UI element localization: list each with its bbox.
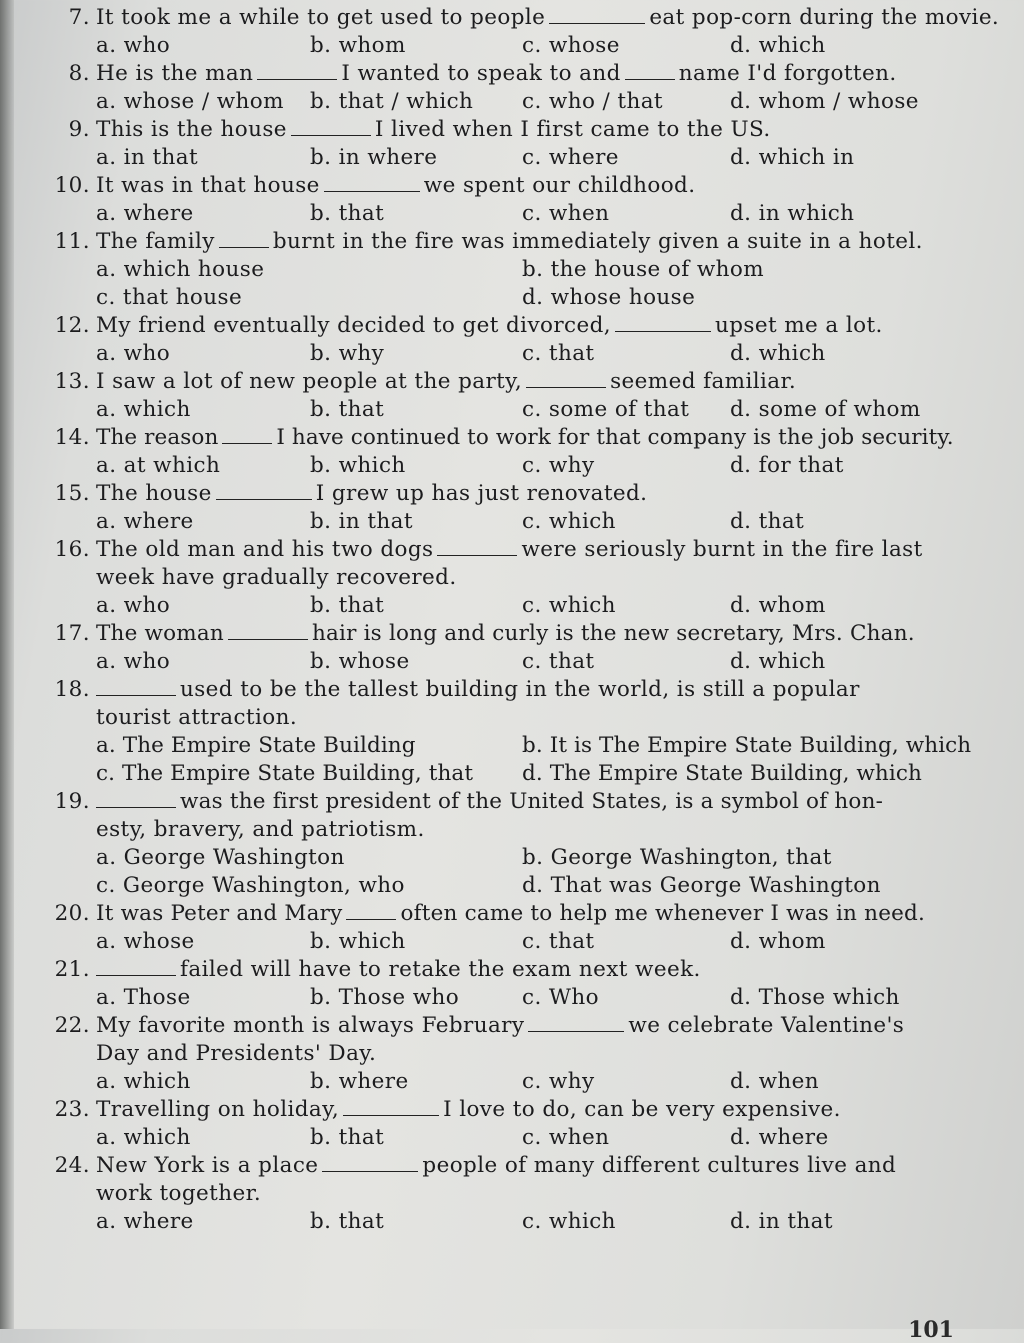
option-c[interactable]: c. that house <box>96 285 243 310</box>
option-c[interactable]: c. that <box>522 341 595 366</box>
option-b[interactable]: b. that <box>310 593 385 618</box>
option-b[interactable]: b. Those who <box>310 985 460 1010</box>
page-edge-shadow <box>0 0 14 1329</box>
question-text: I grew up has just renovated. <box>315 481 648 506</box>
option-b[interactable]: b. which <box>310 929 406 954</box>
question-text: I love to do, can be very expensive. <box>443 1097 841 1122</box>
answer-blank[interactable] <box>222 427 272 444</box>
option-c[interactable]: c. that <box>522 649 595 674</box>
question-15 <box>46 480 966 536</box>
option-b[interactable]: b. that <box>310 1125 385 1150</box>
question-text: I wanted to speak to and <box>341 61 621 86</box>
question-number: 11. <box>54 229 90 254</box>
option-c[interactable]: c. The Empire State Building, that <box>96 761 474 786</box>
question-text-continued: Day and Presidents' Day. <box>96 1041 377 1066</box>
question-14 <box>46 424 966 480</box>
option-d[interactable]: d. for that <box>730 453 844 478</box>
option-c[interactable]: c. that <box>522 929 595 954</box>
question-text: I have continued to work for that company is the job security. <box>276 425 954 450</box>
question-number: 8. <box>68 61 90 86</box>
option-b[interactable]: b. in that <box>310 509 413 534</box>
option-b[interactable]: b. where <box>310 1069 409 1094</box>
question-text: we spent our childhood. <box>423 173 696 198</box>
option-b[interactable]: b. George Washington, that <box>522 845 832 870</box>
question-text: My favorite month is always February <box>96 1013 525 1038</box>
question-number: 13. <box>54 369 90 394</box>
option-c[interactable]: c. why <box>522 1069 595 1094</box>
question-11 <box>46 228 966 312</box>
option-a[interactable]: a. who <box>96 341 171 366</box>
option-c[interactable]: c. whose <box>522 33 620 58</box>
question-text: we celebrate Valentine's <box>628 1013 905 1038</box>
answer-blank[interactable] <box>324 175 420 192</box>
option-c[interactable]: c. some of that <box>522 397 690 422</box>
question-text: The woman <box>96 621 224 646</box>
option-a[interactable]: a. whose / whom <box>96 89 284 114</box>
option-a[interactable]: a. where <box>96 1209 194 1234</box>
option-b[interactable]: b. whom <box>310 33 406 58</box>
answer-blank[interactable] <box>322 1155 418 1172</box>
option-d[interactable]: d. in that <box>730 1209 833 1234</box>
question-text-continued: week have gradually recovered. <box>96 565 457 590</box>
question-text: The old man and his two dogs <box>96 537 434 562</box>
option-b[interactable]: b. the house of whom <box>522 257 765 282</box>
answer-blank[interactable] <box>549 7 645 24</box>
option-a[interactable]: a. where <box>96 509 194 534</box>
question-number: 24. <box>54 1153 90 1178</box>
option-b[interactable]: b. that / which <box>310 89 474 114</box>
answer-blank[interactable] <box>437 539 517 556</box>
question-number: 15. <box>54 481 90 506</box>
question-text: It took me a while to get used to people <box>96 5 546 30</box>
question-12 <box>46 312 966 368</box>
question-text-continued: work together. <box>96 1181 262 1206</box>
question-text: hair is long and curly is the new secretary, Mrs. Chan. <box>311 621 915 646</box>
question-17 <box>46 620 966 676</box>
option-d[interactable]: d. whom / whose <box>730 89 919 114</box>
option-a[interactable]: a. who <box>96 33 171 58</box>
question-number: 19. <box>54 789 90 814</box>
option-c[interactable]: c. who / that <box>522 89 663 114</box>
question-text: eat pop-corn during the movie. <box>649 5 1000 30</box>
option-d[interactable]: d. where <box>730 1125 829 1150</box>
option-c[interactable]: c. where <box>522 145 619 170</box>
question-22 <box>46 1012 966 1096</box>
option-d[interactable]: d. which <box>730 33 826 58</box>
question-7 <box>46 4 1000 60</box>
option-c[interactable]: c. which <box>522 1209 616 1234</box>
option-c[interactable]: c. Who <box>522 985 599 1010</box>
question-text: This is the house <box>96 117 287 142</box>
option-d[interactable]: d. in which <box>730 201 855 226</box>
question-10 <box>46 172 966 228</box>
question-text: upset me a lot. <box>715 313 883 338</box>
option-c[interactable]: c. when <box>522 201 610 226</box>
question-21 <box>46 956 966 1012</box>
question-number: 22. <box>54 1013 90 1038</box>
question-text: It was Peter and Mary <box>96 901 343 926</box>
question-text: It was in that house <box>96 173 320 198</box>
option-a[interactable]: a. who <box>96 649 171 674</box>
question-number: 20. <box>54 901 90 926</box>
question-text: failed will have to retake the exam next week. <box>180 957 701 982</box>
option-a[interactable]: a. whose <box>96 929 195 954</box>
answer-blank[interactable] <box>228 623 308 640</box>
option-d[interactable]: d. that <box>730 509 805 534</box>
question-number: 14. <box>54 425 90 450</box>
option-a[interactable]: a. Those <box>96 985 191 1010</box>
option-b[interactable]: b. that <box>310 397 385 422</box>
page-number: 101 <box>908 1317 954 1343</box>
option-b[interactable]: b. that <box>310 1209 385 1234</box>
option-d[interactable]: d. whose house <box>522 285 696 310</box>
answer-blank[interactable] <box>528 1015 624 1032</box>
option-d[interactable]: d. which in <box>730 145 855 170</box>
question-18 <box>46 676 972 788</box>
question-number: 9. <box>68 117 90 142</box>
option-d[interactable]: d. which <box>730 649 826 674</box>
question-8 <box>46 60 966 116</box>
question-text: used to be the tallest building in the world, is still a popular <box>180 677 860 702</box>
answer-blank[interactable] <box>291 119 371 136</box>
question-24 <box>46 1152 966 1236</box>
question-text: was the first president of the United States, is a symbol of hon- <box>180 789 884 814</box>
question-text: seemed familiar. <box>610 369 797 394</box>
question-number: 18. <box>54 677 90 702</box>
option-b[interactable]: b. in where <box>310 145 438 170</box>
option-c[interactable]: c. George Washington, who <box>96 873 405 898</box>
question-number: 12. <box>54 313 90 338</box>
option-b[interactable]: b. It is The Empire State Building, which <box>522 733 972 758</box>
question-text: The family <box>96 229 215 254</box>
answer-blank[interactable] <box>346 903 396 920</box>
question-text: I lived when I first came to the US. <box>374 117 771 142</box>
question-19 <box>46 788 966 900</box>
answer-blank[interactable] <box>615 315 711 332</box>
option-d[interactable]: d. which <box>730 341 826 366</box>
question-text: New York is a place <box>96 1153 319 1178</box>
option-a[interactable]: a. George Washington <box>96 845 345 870</box>
option-b[interactable]: b. why <box>310 341 385 366</box>
option-d[interactable]: d. whom <box>730 593 826 618</box>
option-a[interactable]: a. which <box>96 397 191 422</box>
option-c[interactable]: c. which <box>522 509 616 534</box>
question-text-continued: esty, bravery, and patriotism. <box>96 817 425 842</box>
option-a[interactable]: a. which <box>96 1069 191 1094</box>
option-c[interactable]: c. which <box>522 593 616 618</box>
option-d[interactable]: d. That was George Washington <box>522 873 881 898</box>
question-number: 17. <box>54 621 90 646</box>
question-text-continued: tourist attraction. <box>96 705 298 730</box>
option-a[interactable]: a. which house <box>96 257 265 282</box>
option-d[interactable]: d. when <box>730 1069 820 1094</box>
question-text: The house <box>96 481 212 506</box>
answer-blank[interactable] <box>96 959 176 976</box>
question-text: Travelling on holiday, <box>96 1097 340 1122</box>
question-16 <box>46 536 966 620</box>
option-a[interactable]: a. who <box>96 593 171 618</box>
option-a[interactable]: a. which <box>96 1125 191 1150</box>
option-a[interactable]: a. in that <box>96 145 198 170</box>
answer-blank[interactable] <box>219 231 269 248</box>
option-a[interactable]: a. where <box>96 201 194 226</box>
option-b[interactable]: b. which <box>310 453 406 478</box>
question-text: He is the man <box>96 61 254 86</box>
option-c[interactable]: c. when <box>522 1125 610 1150</box>
question-number: 16. <box>54 537 90 562</box>
question-number: 21. <box>54 957 90 982</box>
question-text: people of many different cultures live and <box>422 1153 897 1178</box>
question-text: were seriously burnt in the fire last <box>521 537 923 562</box>
question-9 <box>46 116 966 172</box>
option-b[interactable]: b. that <box>310 201 385 226</box>
answer-blank[interactable] <box>216 483 312 500</box>
option-a[interactable]: a. at which <box>96 453 221 478</box>
question-number: 7. <box>68 5 90 30</box>
option-d[interactable]: d. some of whom <box>730 397 921 422</box>
question-text: burnt in the fire was immediately given a suite in a hotel. <box>272 229 923 254</box>
question-text: name I'd forgotten. <box>678 61 897 86</box>
question-number: 23. <box>54 1097 90 1122</box>
question-text: often came to help me whenever I was in need. <box>400 901 926 926</box>
answer-blank[interactable] <box>96 791 176 808</box>
question-text: I saw a lot of new people at the party, <box>96 369 523 394</box>
question-number: 10. <box>54 173 90 198</box>
question-text: The reason <box>96 425 219 450</box>
answer-blank[interactable] <box>526 371 606 388</box>
question-text: My friend eventually decided to get divorced, <box>96 313 611 338</box>
question-13 <box>46 368 966 424</box>
answer-blank[interactable] <box>96 679 176 696</box>
option-d[interactable]: d. The Empire State Building, which <box>522 761 922 786</box>
question-23 <box>46 1096 966 1152</box>
option-a[interactable]: a. The Empire State Building <box>96 733 416 758</box>
option-c[interactable]: c. why <box>522 453 595 478</box>
option-d[interactable]: d. Those which <box>730 985 900 1010</box>
answer-blank[interactable] <box>343 1099 439 1116</box>
answer-blank[interactable] <box>625 63 675 80</box>
worksheet-page <box>46 4 1000 1236</box>
answer-blank[interactable] <box>257 63 337 80</box>
option-d[interactable]: d. whom <box>730 929 826 954</box>
question-20 <box>46 900 966 956</box>
option-b[interactable]: b. whose <box>310 649 410 674</box>
